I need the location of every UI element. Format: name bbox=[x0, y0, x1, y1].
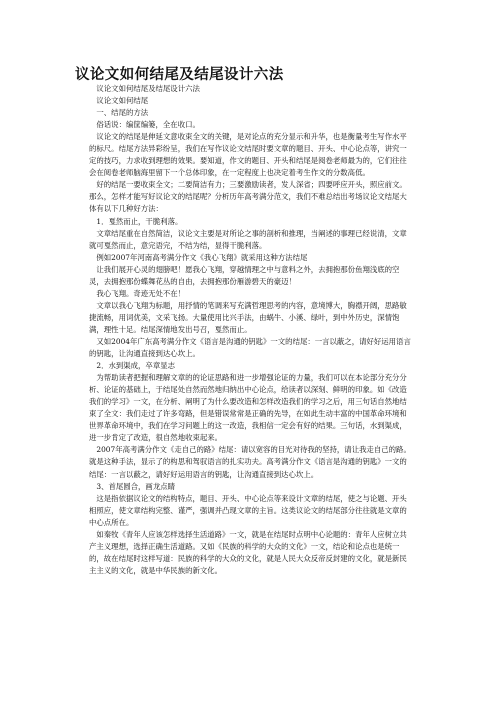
paragraph: 议论文如何结尾 bbox=[96, 96, 149, 106]
paragraph: 如秦牧《青年人应该怎样选择生活道路》一文，就是在结尾时点明中心论题的：青年人应树立共产主义理想，选择正确生活道路。又如《民族的科学的大众的文化》一文，结论和论点也是统一的，故在结尾时这样写道：民族的科学的大众的文化，就是人民大众反帝反封建的文化，就是新民主主义的文化，就是中华民族的新文化。 bbox=[89, 529, 407, 575]
paragraph: 为帮助读者把握和理解文章的的论证思路和进一步增强论证的力量，我们可以在本论部分充分分析、论证的基础上，于结尾处自然而然地归纳出中心论点，给读者以深刻、鲜明的印象。如《改造我们的学习》一文，在分析、阐明了为什么要改造和怎样改造我们的学习之后，用三句话自然地结束了全文：我们走过了许多弯路，但是错误常常是正确的先导，在如此生动丰富的中国革命环境和世界革命环境中，我们在学习问题上的这一改造，我相信一定会有好的结果。三句话，水到渠成，进一步肯定了改造，很自然地收束起来。 bbox=[89, 373, 407, 443]
paragraph: 2007年高考满分作文《走自己的路》结尾：请以宽容的目光对待我的坚持，请让我走自己的路。就是这种手法，显示了的构思和驾驭语言的扎实功夫。高考满分作文《语言是沟通的钥匙》一文的结尾：一言以蔽之，请好好运用语言的钥匙，让沟通直接到达心坎上。 bbox=[89, 445, 411, 479]
paragraph: 文章以我心飞翔为标题，用抒情的笔调来写充满哲理思考的内容，意境博大，胸襟开阔，思路敏捷流畅，用词优美，文采飞扬。大量使用比兴手法，由蜗牛、小溪、绿叶，到中外历史，深情饱满，理性十足。结尾深情地发出号召，戛然而止。 bbox=[89, 300, 407, 334]
document-title: 议论文如何结尾及结尾设计六法 bbox=[75, 67, 284, 83]
paragraph: 又如2004年广东高考满分作文《语言是沟通的钥匙》一文的结尾：一言以蔽之，请好好运用语言的钥匙，让沟通直接到达心坎上。 bbox=[89, 336, 411, 359]
paragraph: 例如2007年河南高考满分作文《我心飞翔》就采用这种方法结尾 bbox=[96, 252, 308, 262]
paragraph: 文章结尾重在自然简洁，议论文主要是对所论之事的剖析和推理，当阐述的事理已经说清，文章就可戛然而止，意完语完，不结为结，显得干脆利落。 bbox=[89, 228, 407, 250]
paragraph: 让我们展开心灵的翅膀吧！愿我心飞翔，穿越情理之中与意料之外，去拥抱那份鱼翔浅底的空灵，去拥抱那份蝶舞花丛的自由，去拥抱那份雁游碧天的豪迈！ bbox=[89, 264, 400, 286]
paragraph: 好的结尾一要收束全文；二要简洁有力；三要激励读者，发人深省；四要呼应开头，照应前文。那么，怎样才能写好议论文的结尾呢？分析历年高考满分范文，我们不难总结出考场议论文结尾大体有以下几种好方法： bbox=[89, 180, 407, 214]
document-body bbox=[89, 83, 411, 577]
paragraph: 3、首尾圆合，画龙点睛 bbox=[96, 481, 176, 491]
paragraph: 这是指依据议论文的结构特点，题目、开头、中心论点等来设计文章的结尾，使之与论题、开头相照应，使文章结构完整、谨严，强调并凸现文章的主旨。这类议论文的结尾部分往往就是文章的中心点所在。 bbox=[89, 493, 407, 527]
paragraph: 俗话说：编筐编篓，全在收口。 bbox=[96, 120, 200, 130]
paragraph: 我心飞翔。奇迹无处不在！ bbox=[96, 288, 186, 298]
paragraph: 议论文的结尾是伸延文意收束全文的关键，是对论点的充分显示和升华，也是衡量考生写作水平的标尺。结尾方法异彩纷呈，我们在写作议论文结尾时要文章的题目、开头、中心论点等，讲究一定的技巧，力求收到理想的效果。要知道，作文的题目、开头和结尾是阅卷老师最为的，它们往往会在阅卷老师脑海里留下一个总体印象，在一定程度上也决定着考生作文的分数高低。 bbox=[89, 132, 407, 178]
paragraph: 一、结尾的方法 bbox=[96, 108, 149, 118]
paragraph: 议论文如何结尾及结尾设计六法 bbox=[96, 84, 200, 93]
paragraph: 2．水到渠成，卒章显志 bbox=[96, 361, 176, 371]
paragraph: 1．戛然而止，干脆利落。 bbox=[96, 216, 183, 226]
